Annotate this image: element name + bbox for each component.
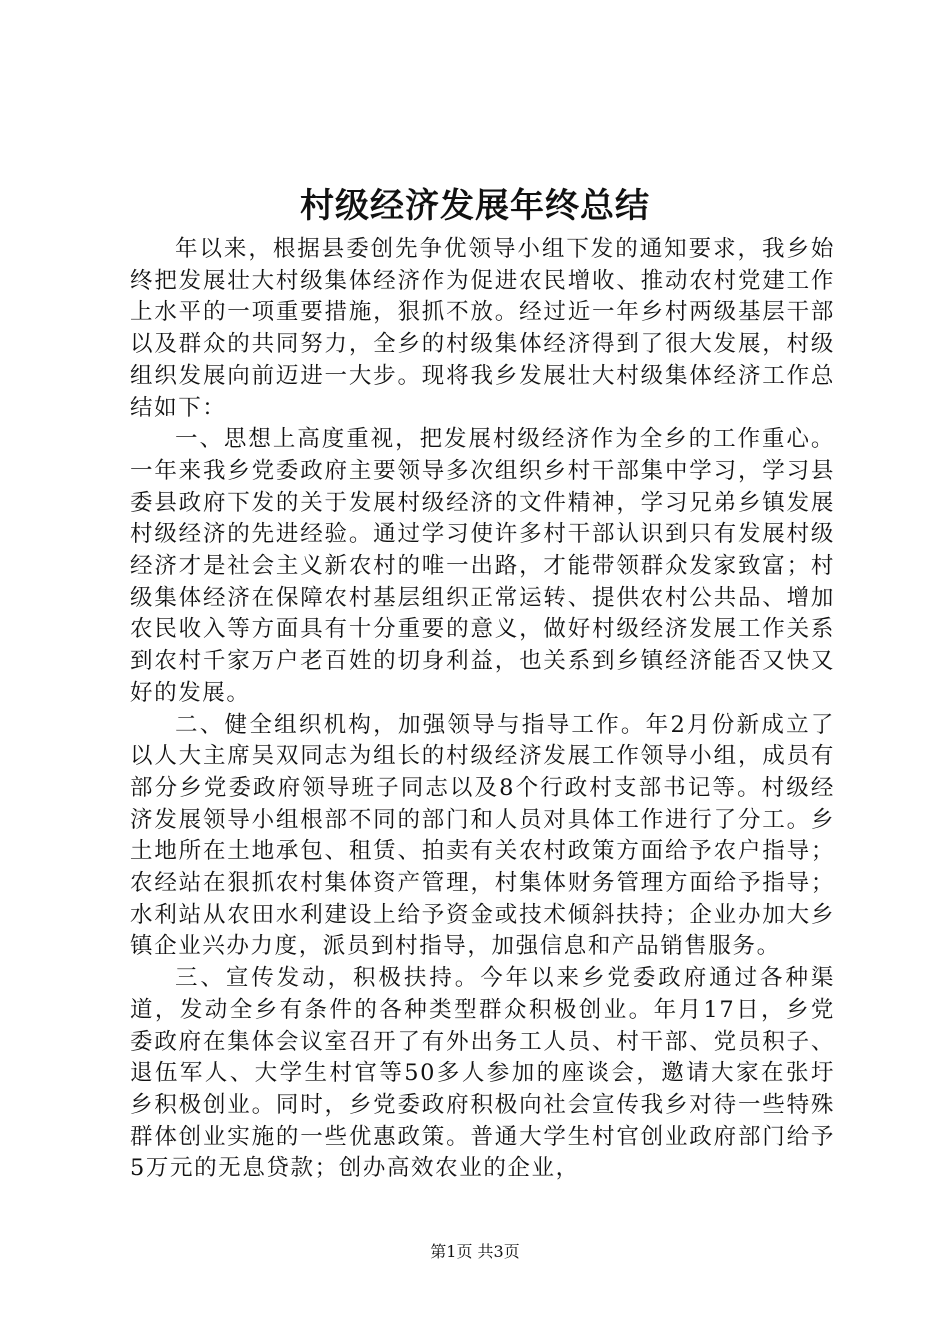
paragraph-intro: 年以来，根据县委创先争优领导小组下发的通知要求，我乡始终把发展壮大村级集体经济作为促进农民增收、推动农村党建工作上水平的一项重要措施，狠抓不放。经过近一年乡村两级基层干部以及群众的共同努力，全乡的村级集体经济得到了很大发展，村级组织发展向前迈进一大步。现将我乡发展壮大村级集体经济工作总结如下： xyxy=(130,236,835,421)
document-title: 村级经济发展年终总结 xyxy=(300,186,650,226)
paragraph-section-3: 三、宣传发动，积极扶持。今年以来乡党委政府通过各种渠道，发动全乡有条件的各种类型群众积极创业。年月17日，乡党委政府在集体会议室召开了有外出务工人员、村干部、党员积子、退伍军人、大学生村官等50多人参加的座谈会，邀请大家在张圩乡积极创业。同时，乡党委政府积极向社会宣传我乡对待一些特殊群体创业实施的一些优惠政策。普通大学生村官创业政府部门给予5万元的无息贷款；创办高效农业的企业， xyxy=(130,965,835,1182)
page-number-footer: 第1页 共3页 xyxy=(430,1242,520,1261)
document-body xyxy=(130,234,835,1185)
paragraph-section-1: 一、思想上高度重视，把发展村级经济作为全乡的工作重心。一年来我乡党委政府主要领导多次组织乡村干部集中学习，学习县委县政府下发的关于发展村级经济的文件精神，学习兄弟乡镇发展村级经济的先进经验。通过学习使许多村干部认识到只有发展村级经济才是社会主义新农村的唯一出路，才能带领群众发家致富；村级集体经济在保障农村基层组织正常运转、提供农村公共品、增加农民收入等方面具有十分重要的意义，做好村级经济发展工作关系到农村千家万户老百姓的切身利益，也关系到乡镇经济能否又快又好的发展。 xyxy=(130,426,835,706)
paragraph-section-2: 二、健全组织机构，加强领导与指导工作。年2月份新成立了以人大主席吴双同志为组长的村级经济发展工作领导小组，成员有部分乡党委政府领导班子同志以及8个行政村支部书记等。村级经济发展领导小组根部不同的部门和人员对具体工作进行了分工。乡土地所在土地承包、租赁、拍卖有关农村政策方面给予农户指导；农经站在狠抓农村集体资产管理，村集体财务管理方面给予指导；水利站从农田水利建设上给予资金或技术倾斜扶持；企业办加大乡镇企业兴办力度，派员到村指导，加强信息和产品销售服务。 xyxy=(130,711,835,960)
